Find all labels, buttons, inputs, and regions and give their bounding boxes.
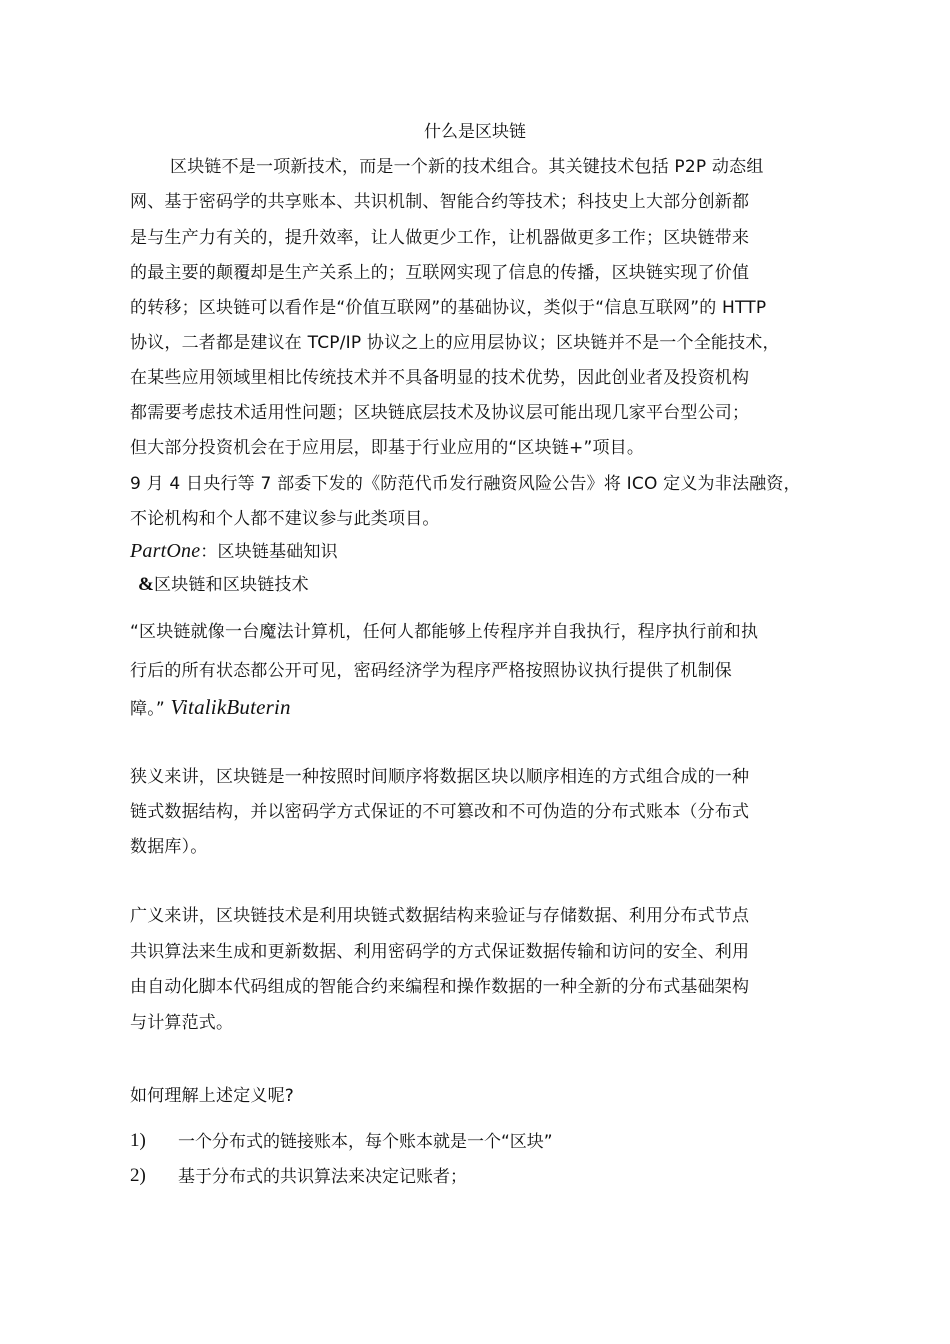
sub-heading	[138, 573, 309, 597]
list-number: 2)	[130, 1165, 146, 1186]
intro-line: 区块链不是一项新技术，而是一个新的技术组合。其关键技术包括 P2P 动态组	[170, 157, 764, 177]
quote-line: “区块链就像一台魔法计算机，任何人都能够上传程序并自我执行，程序执行前和执	[130, 622, 759, 642]
list-number: 1)	[130, 1130, 146, 1151]
sub-heading-text: 区块链和区块链技术	[154, 575, 309, 595]
intro-line: 但大部分投资机会在于应用层，即基于行业应用的“区块链+”项目。	[130, 438, 645, 458]
broad-definition-line: 广义来讲，区块链技术是利用块链式数据结构来验证与存储数据、利用分布式节点	[130, 906, 750, 926]
intro-line: 是与生产力有关的，提升效率，让人做更少工作，让机器做更多工作；区块链带来	[130, 228, 750, 248]
intro-line: 的转移；区块链可以看作是“价值互联网”的基础协议，类似于“信息互联网”的 HTTP	[130, 298, 767, 318]
part-heading	[130, 539, 338, 564]
list-item-text: 基于分布式的共识算法来决定记账者；	[178, 1167, 467, 1187]
ampersand-glyph: &	[138, 574, 155, 595]
narrow-definition-line: 链式数据结构，并以密码学方式保证的不可篡改和不可伪造的分布式账本（分布式	[130, 802, 750, 822]
broad-definition-line: 共识算法来生成和更新数据、利用密码学的方式保证数据传输和访问的安全、利用	[130, 942, 750, 962]
notice-line: 不论机构和个人都不建议参与此类项目。	[130, 509, 440, 529]
notice-line: 9 月 4 日央行等 7 部委下发的《防范代币发行融资风险公告》将 ICO 定义为非法融资，	[130, 474, 801, 494]
intro-line: 协议，二者都是建议在 TCP/IP 协议之上的应用层协议；区块链并不是一个全能技术，	[130, 333, 780, 353]
broad-definition-line: 与计算范式。	[130, 1013, 234, 1033]
document-title: 什么是区块链	[424, 122, 526, 142]
part-text: 区块链基础知识	[217, 542, 338, 562]
quote-author: VitalikButerin	[170, 695, 291, 719]
question-line: 如何理解上述定义呢?	[130, 1086, 295, 1106]
intro-line: 都需要考虑技术适用性问题；区块链底层技术及协议层可能出现几家平台型公司；	[130, 403, 750, 423]
quote-end: 障。”	[130, 699, 165, 719]
list-item-text: 一个分布式的链接账本，每个账本就是一个“区块”	[178, 1132, 553, 1152]
narrow-definition-line: 数据库）。	[130, 837, 208, 857]
intro-line: 网、基于密码学的共享账本、共识机制、智能合约等技术；科技史上大部分创新都	[130, 192, 750, 212]
intro-line: 在某些应用领域里相比传统技术并不具备明显的技术优势，因此创业者及投资机构	[130, 368, 750, 388]
broad-definition-line: 由自动化脚本代码组成的智能合约来编程和操作数据的一种全新的分布式基础架构	[130, 977, 750, 997]
quote-last-line	[130, 695, 291, 721]
part-label: PartOne	[130, 540, 201, 562]
part-colon: ：	[200, 542, 218, 562]
quote-line: 行后的所有状态都公开可见，密码经济学为程序严格按照协议执行提供了机制保	[130, 661, 732, 681]
intro-line: 的最主要的颠覆却是生产关系上的；互联网实现了信息的传播，区块链实现了价值	[130, 263, 750, 283]
narrow-definition-line: 狭义来讲，区块链是一种按照时间顺序将数据区块以顺序相连的方式组合成的一种	[130, 767, 750, 787]
